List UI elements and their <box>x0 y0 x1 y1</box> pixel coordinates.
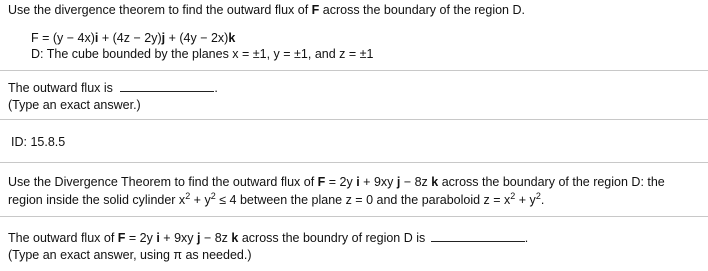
divider <box>0 119 708 120</box>
q1-answer-label: The outward flux is <box>8 81 113 95</box>
q2-hint: (Type an exact answer, using π as needed.) <box>8 248 252 262</box>
q1-region: D: The cube bounded by the planes x = ±1, y = ±1, and z = ±1 <box>31 47 374 61</box>
q1-hint: (Type an exact answer.) <box>8 98 141 112</box>
q2-prompt-line2: region inside the solid cylinder $x^2 + y^2 \le 4$ between the plane z = 0 and the paraboloid $z = x^2 + y^2$. <box>8 190 545 207</box>
divider <box>0 216 708 217</box>
q2-answer-row: The outward flux of F = 2y i + 9xy j − 8z k across the boundry of region D is . <box>8 231 529 245</box>
q1-vector-field: F = (y − 4x)i + (4z − 2y)j + (4y − 2x)k <box>31 31 236 45</box>
q2-prompt-line1: Use the Divergence Theorem to find the outward flux of F = 2y i + 9xy j − 8z k across the boundary of the region D: the <box>8 175 665 189</box>
q1-answer-input[interactable] <box>120 79 214 92</box>
q2-answer-input[interactable] <box>431 229 525 242</box>
question-id: ID: 15.8.5 <box>11 135 66 149</box>
divider <box>0 162 708 163</box>
q1-answer-row: The outward flux is . <box>8 81 218 95</box>
q1-prompt: Use the divergence theorem to find the outward flux of F across the boundary of the region D. <box>8 3 525 17</box>
divider <box>0 70 708 71</box>
